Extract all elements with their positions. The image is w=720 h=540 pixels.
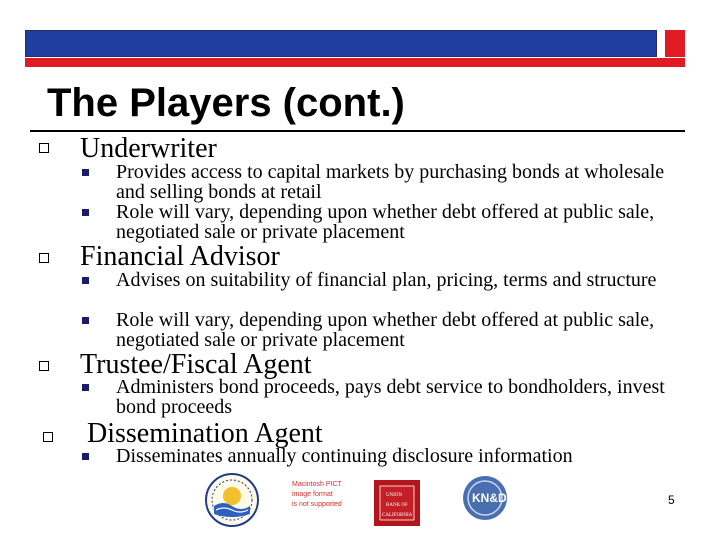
bullet-square-icon [43, 432, 53, 442]
header-red-bar [25, 58, 685, 67]
point-underwriter-1: Provides access to capital markets by purchasing bonds at wholesale and selling bonds at retail [116, 161, 665, 203]
logos-svg [200, 470, 530, 530]
heading-underwriter: Underwriter [80, 133, 217, 164]
knd-logo [463, 476, 507, 520]
header-bars [25, 30, 685, 70]
heading-trustee: Trustee/Fiscal Agent [80, 349, 312, 380]
header-red-square [665, 30, 685, 57]
point-trustee-1: Administers bond proceeds, pays debt service to bondholders, invest bond proceeds [116, 376, 665, 418]
logo-row [200, 470, 530, 530]
point-underwriter-2: Role will vary, depending upon whether debt offered at public sale, negotiated sale or private placement [116, 201, 655, 243]
point-dissemination-1: Disseminates annually continuing disclosure information [116, 445, 573, 467]
svg-text:CALIFORNIA: CALIFORNIA [382, 513, 413, 518]
heading-financial-advisor: Financial Advisor [80, 241, 280, 272]
svg-text:is not supported: is not supported [292, 501, 342, 508]
bullet-small-square-icon [82, 317, 89, 324]
pict-placeholder [292, 481, 343, 508]
bullet-small-square-icon [82, 453, 89, 460]
bank-logo [374, 480, 420, 526]
svg-text:Macintosh PICT: Macintosh PICT [292, 481, 342, 488]
bullet-small-square-icon [82, 169, 89, 176]
bullet-square-icon [39, 253, 49, 263]
point-advisor-2: Role will vary, depending upon whether debt offered at public sale, negotiated sale or private placement [116, 309, 655, 351]
heading-dissemination: Dissemination Agent [87, 418, 323, 449]
bullet-small-square-icon [82, 384, 89, 391]
bullet-small-square-icon [82, 277, 89, 284]
svg-text:KN&D: KN&D [472, 491, 507, 505]
point-advisor-1: Advises on suitability of financial plan, pricing, terms and structure [116, 269, 657, 291]
svg-text:UNION: UNION [386, 493, 403, 498]
page-number: 5 [668, 493, 675, 507]
bullet-small-square-icon [82, 209, 89, 216]
seal-logo [206, 474, 258, 526]
title-underline [30, 130, 685, 132]
svg-text:image format: image format [292, 491, 333, 498]
svg-text:BANK OF: BANK OF [386, 503, 408, 508]
bullet-square-icon [39, 361, 49, 371]
slide-title: The Players (cont.) [47, 81, 405, 125]
bullet-square-icon [39, 143, 49, 153]
header-blue-bar [25, 30, 657, 57]
